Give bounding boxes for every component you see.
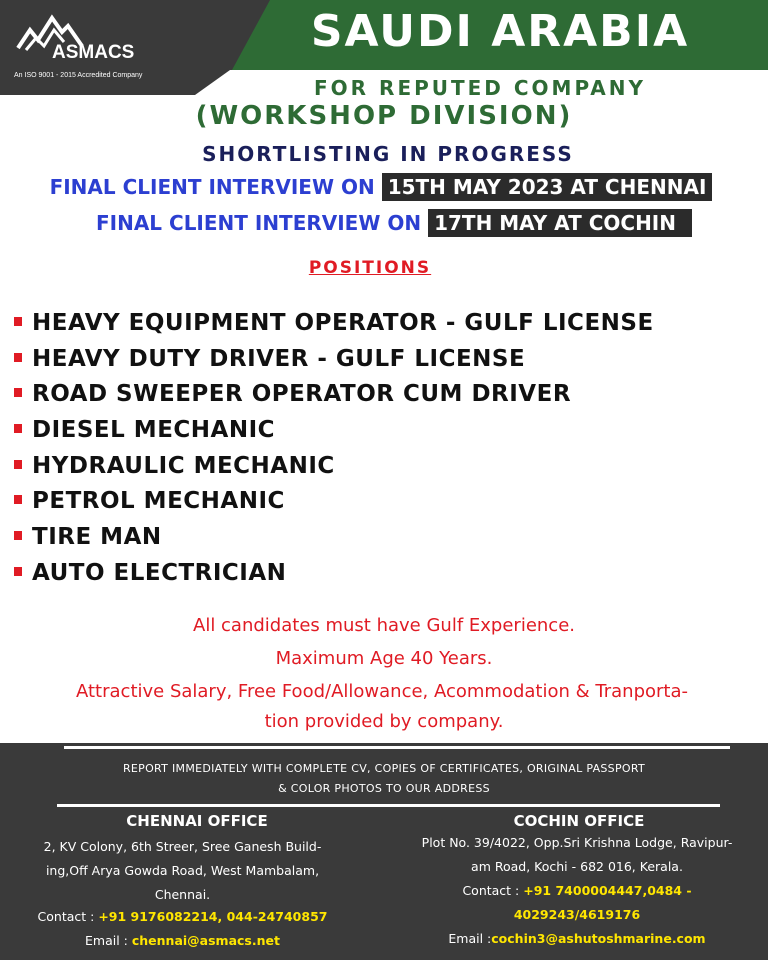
chennai-contact: Contact : +91 9176082214, 044-24740857 bbox=[37, 909, 328, 924]
interview-label: FINAL CLIENT INTERVIEW ON bbox=[49, 175, 375, 199]
logo-tagline: An ISO 9001 - 2015 Accredited Company bbox=[14, 72, 143, 79]
cochin-office-title: COCHIN OFFICE bbox=[513, 812, 645, 830]
footer-divider-bottom bbox=[57, 804, 720, 807]
bullet-icon bbox=[14, 353, 22, 362]
requirement-benefits-cont: tion provided by company. bbox=[264, 711, 504, 732]
cochin-contact: Contact : +91 7400004447,0484 - 4029243/4619176 bbox=[462, 883, 692, 922]
bullet-icon bbox=[14, 424, 22, 433]
logo-name: ASMACS bbox=[52, 42, 135, 63]
list-item: ROAD SWEEPER OPERATOR CUM DRIVER bbox=[14, 379, 654, 415]
company-logo bbox=[12, 10, 182, 90]
interview-line-cochin bbox=[10, 211, 768, 235]
chennai-email-link[interactable]: chennai@asmacs.net bbox=[131, 933, 280, 948]
subtitle: FOR REPUTED COMPANY bbox=[314, 76, 646, 100]
bullet-icon bbox=[14, 317, 22, 326]
chennai-office-address: 2, KV Colony, 6th Streer, Sree Ganesh Build- ing,Off Arya Gowda Road, West Mambalam, Chennai. bbox=[43, 839, 322, 902]
bullet-icon bbox=[14, 495, 22, 504]
list-item: HYDRAULIC MECHANIC bbox=[14, 451, 654, 487]
footer-divider-top bbox=[64, 746, 730, 749]
chennai-email: Email : chennai@asmacs.net bbox=[85, 933, 280, 948]
bullet-icon bbox=[14, 460, 22, 469]
cochin-email-link[interactable]: cochin3@ashutoshmarine.com bbox=[491, 931, 706, 946]
list-item: DIESEL MECHANIC bbox=[14, 415, 654, 451]
list-item: HEAVY EQUIPMENT OPERATOR - GULF LICENSE bbox=[14, 308, 654, 344]
report-line: REPORT IMMEDIATELY WITH COMPLETE CV, COPIES OF CERTIFICATES, ORIGINAL PASSPORT bbox=[122, 762, 646, 775]
requirement-experience: All candidates must have Gulf Experience. bbox=[193, 615, 575, 636]
positions-heading: POSITIONS bbox=[308, 258, 432, 278]
division-label: (WORKSHOP DIVISION) bbox=[195, 101, 573, 131]
interview-line-chennai bbox=[0, 175, 765, 199]
report-instructions bbox=[0, 759, 768, 799]
bullet-icon bbox=[14, 388, 22, 397]
bullet-icon bbox=[14, 531, 22, 540]
page-title: SAUDI ARABIA bbox=[310, 6, 690, 57]
interview-label: FINAL CLIENT INTERVIEW ON bbox=[95, 211, 422, 235]
list-item: TIRE MAN bbox=[14, 522, 654, 558]
chennai-office-title: CHENNAI OFFICE bbox=[126, 812, 268, 830]
cochin-phone[interactable]: +91 7400004447,0484 - bbox=[523, 883, 692, 898]
interview-detail: 15TH MAY 2023 AT CHENNAI bbox=[382, 173, 713, 201]
interview-detail: 17TH MAY AT COCHIN bbox=[428, 209, 692, 237]
positions-list bbox=[14, 308, 654, 594]
chennai-phone[interactable]: +91 9176082214, 044-24740857 bbox=[98, 909, 328, 924]
requirement-benefits: Attractive Salary, Free Food/Allowance, Acommodation & Tranporta- bbox=[76, 681, 688, 702]
cochin-office-address: Plot No. 39/4022, Opp.Sri Krishna Lodge, Ravipur- am Road, Kochi - 682 016, Kerala. bbox=[421, 835, 733, 874]
list-item: HEAVY DUTY DRIVER - GULF LICENSE bbox=[14, 344, 654, 380]
list-item: PETROL MECHANIC bbox=[14, 486, 654, 522]
requirement-age: Maximum Age 40 Years. bbox=[275, 648, 493, 669]
list-item: AUTO ELECTRICIAN bbox=[14, 558, 654, 594]
bullet-icon bbox=[14, 567, 22, 576]
report-line: & COLOR PHOTOS TO OUR ADDRESS bbox=[278, 782, 490, 795]
cochin-email: Email :cochin3@ashutoshmarine.com bbox=[448, 931, 706, 946]
cochin-phone-cont[interactable]: 4029243/4619176 bbox=[513, 907, 641, 922]
status-label: SHORTLISTING IN PROGRESS bbox=[202, 142, 574, 166]
